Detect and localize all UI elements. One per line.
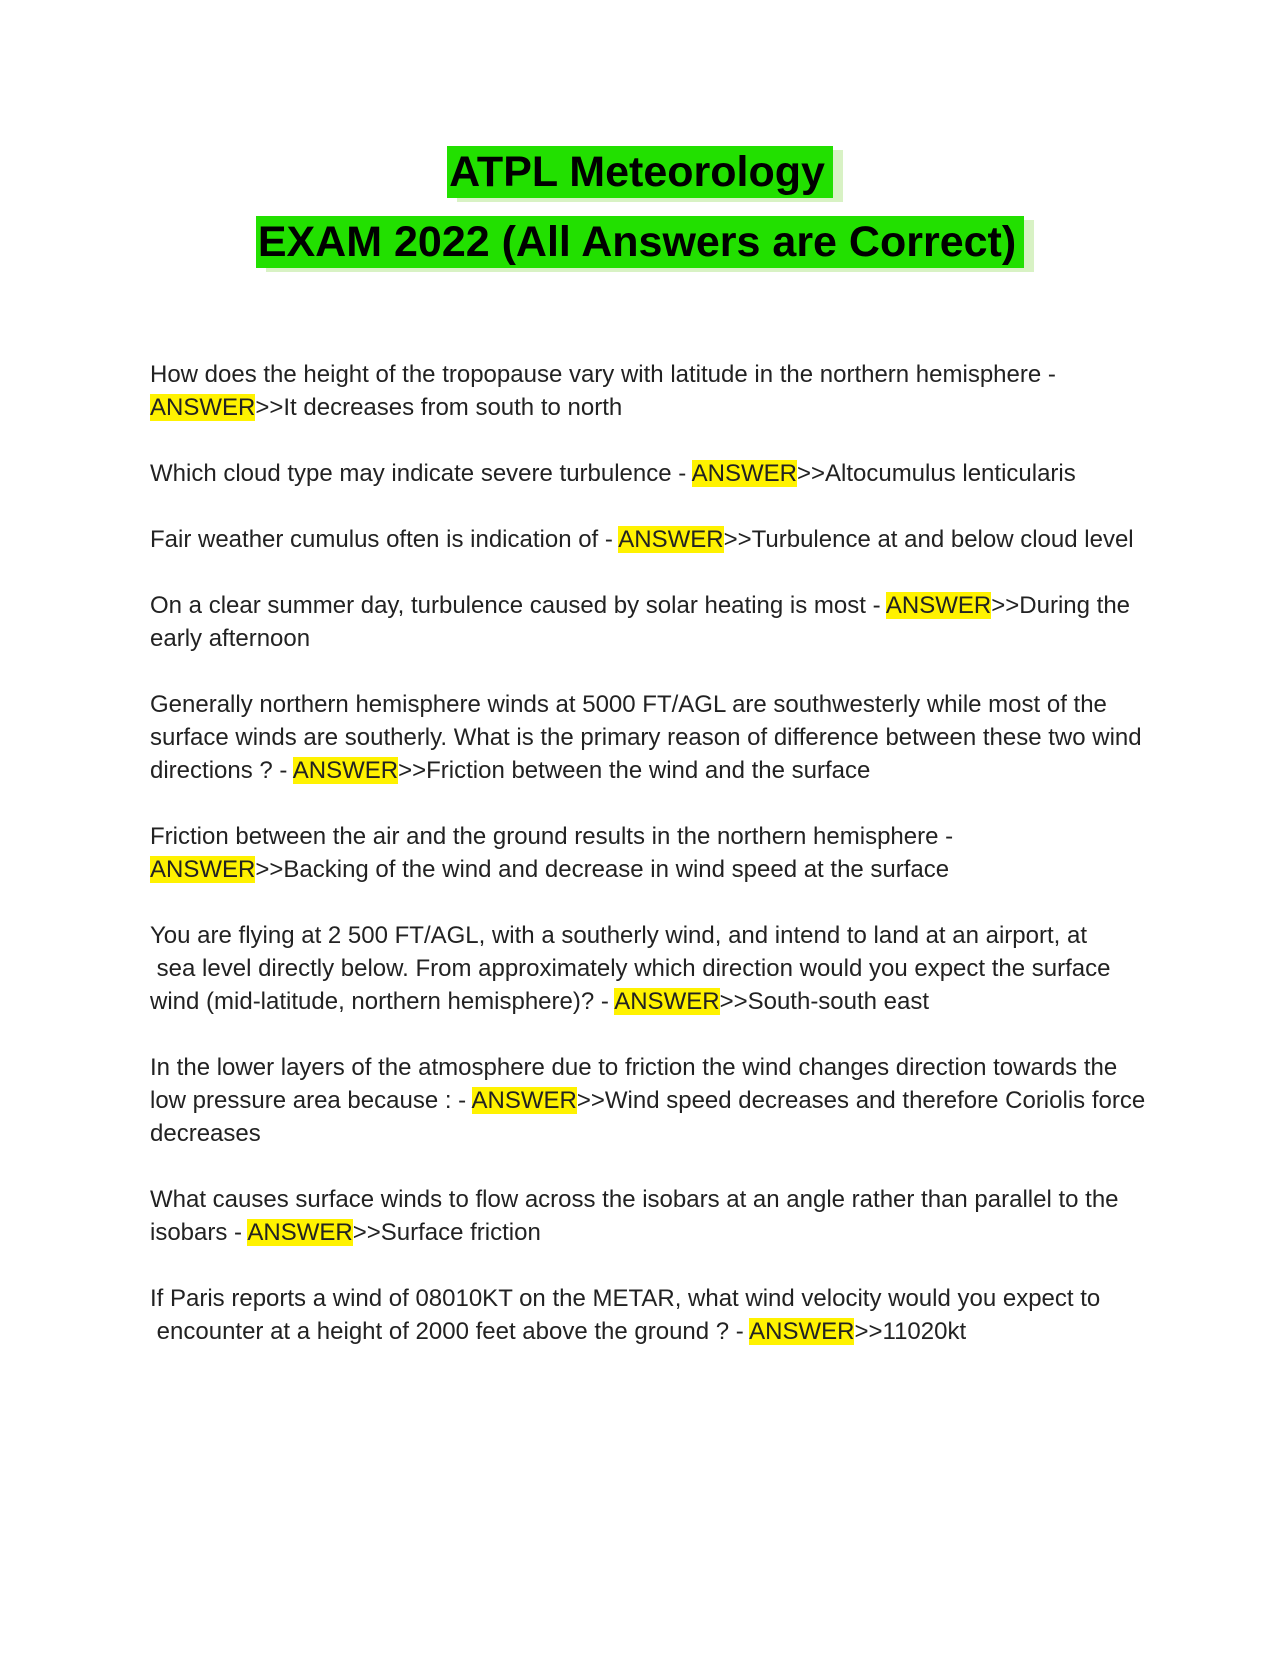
answer-label: ANSWER — [691, 460, 797, 487]
qa-item-7 — [150, 919, 1150, 1018]
question-text: Friction between the air and the ground results in the northern hemisphere - — [150, 823, 959, 850]
answer-text: Backing of the wind and decrease in wind speed at the surface — [283, 856, 950, 883]
answer-text: It decreases from south to north — [283, 394, 623, 421]
qa-item-3 — [150, 523, 1150, 556]
answer-text: South-south east — [747, 988, 930, 1015]
qa-item-5 — [150, 688, 1150, 787]
answer-text: Surface friction — [380, 1219, 541, 1246]
question-text: If Paris reports a wind of 08010KT on the METAR, what wind velocity would you expect to encounter at a height of 2000 feet above the ground ? - — [150, 1285, 1101, 1345]
answer-separator: >> — [719, 988, 748, 1015]
qa-item-10 — [150, 1282, 1150, 1348]
answer-text: Friction between the wind and the surface — [426, 757, 871, 784]
answer-separator: >> — [398, 757, 427, 784]
answer-separator: >> — [796, 460, 825, 487]
answer-separator: >> — [991, 592, 1020, 619]
answer-separator: >> — [854, 1318, 883, 1345]
answer-text: Wind speed decreases and therefore Coriolis force decreases — [150, 1087, 1152, 1147]
qa-item-9 — [150, 1183, 1150, 1249]
title-block — [0, 146, 1280, 268]
question-text: In the lower layers of the atmosphere due to friction the wind changes direction towards the low pressure area because : - — [150, 1054, 1124, 1114]
answer-label: ANSWER — [247, 1219, 353, 1246]
answer-text: Altocumulus lenticularis — [824, 460, 1076, 487]
answer-label: ANSWER — [292, 757, 399, 784]
qa-item-4 — [150, 589, 1150, 655]
question-text: Fair weather cumulus often is indication of - — [150, 526, 619, 553]
answer-separator: >> — [576, 1087, 605, 1114]
answer-separator: >> — [352, 1219, 381, 1246]
question-text: Generally northern hemisphere winds at 5000 FT/AGL are southwesterly while most of the surface winds are southerly. What is the primary reason of difference between these two wind directions ? - — [150, 691, 1149, 784]
qa-item-1 — [150, 358, 1150, 424]
answer-label: ANSWER — [471, 1087, 577, 1114]
question-text: You are flying at 2 500 FT/AGL, with a southerly wind, and intend to land at an airport, at sea level directly below. From approximately which direction would you expect the surface wind (mid-latitude, northern hemisphere)? - — [150, 922, 1111, 1015]
question-text: How does the height of the tropopause vary with latitude in the northern hemisphere - — [150, 361, 1062, 388]
answer-separator: >> — [255, 856, 284, 883]
answer-label: ANSWER — [618, 526, 724, 553]
document-subtitle: EXAM 2022 (All Answers are Correct) — [256, 216, 1024, 268]
answer-text: During the early afternoon — [150, 592, 1137, 652]
answer-separator: >> — [255, 394, 284, 421]
answer-separator: >> — [723, 526, 752, 553]
qa-item-2 — [150, 457, 1150, 490]
answer-label: ANSWER — [614, 988, 720, 1015]
document-title: ATPL Meteorology — [447, 146, 833, 198]
answer-label: ANSWER — [885, 592, 992, 619]
answer-label: ANSWER — [150, 856, 256, 883]
question-text: What causes surface winds to flow across the isobars at an angle rather than parallel to the isobars - — [150, 1186, 1126, 1246]
qa-item-6 — [150, 820, 1150, 886]
question-text: On a clear summer day, turbulence caused by solar heating is most - — [150, 592, 886, 619]
qa-item-8 — [150, 1051, 1150, 1150]
answer-text: 11020kt — [882, 1318, 967, 1345]
answer-label: ANSWER — [749, 1318, 855, 1345]
answer-label: ANSWER — [150, 394, 256, 421]
qa-list — [150, 358, 1150, 1381]
question-text: Which cloud type may indicate severe turbulence - — [150, 460, 692, 487]
answer-text: Turbulence at and below cloud level — [751, 526, 1134, 553]
